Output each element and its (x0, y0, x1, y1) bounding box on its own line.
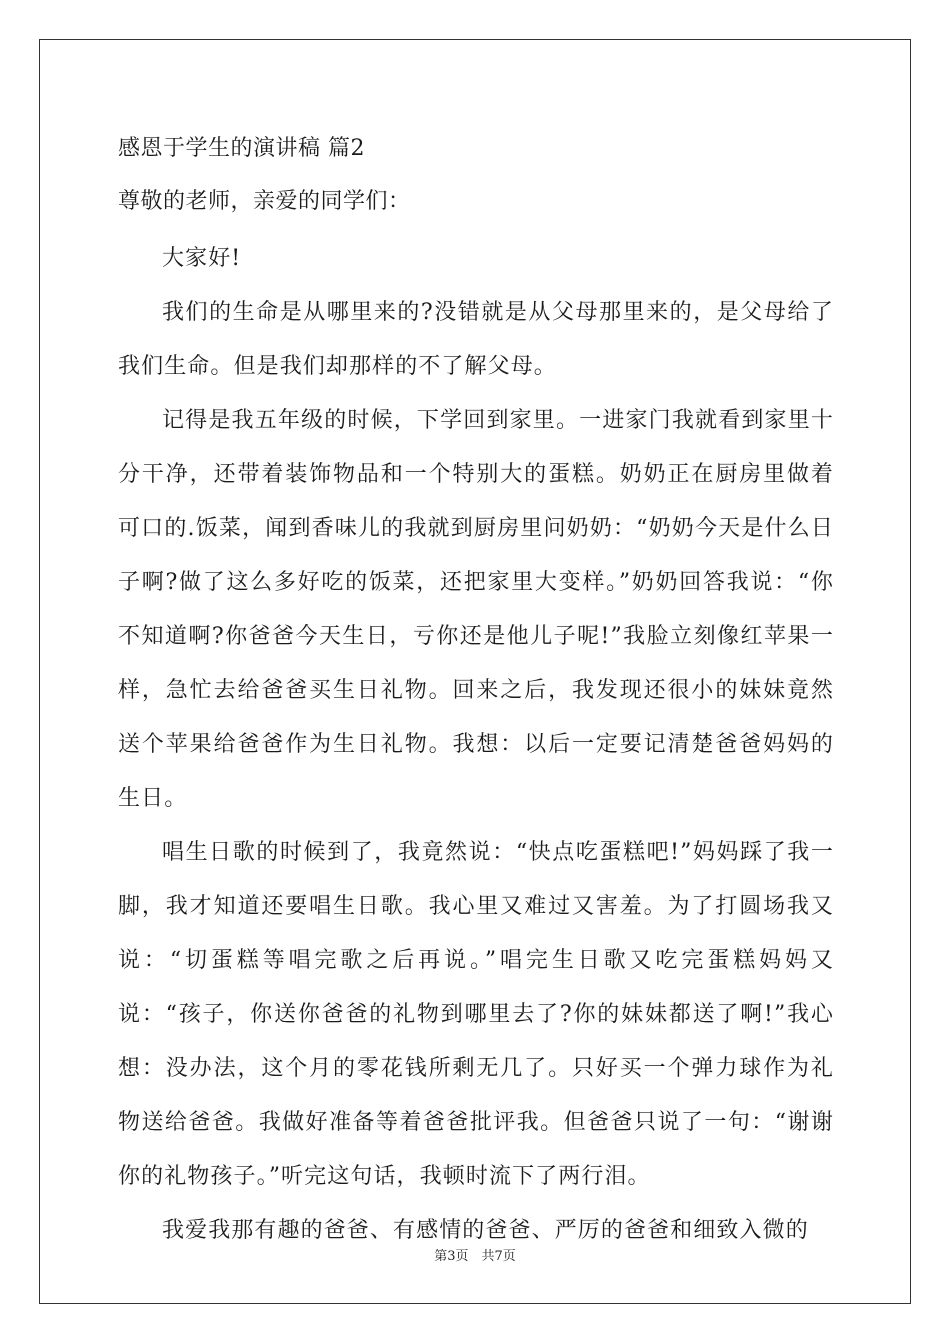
greeting: 尊敬的老师，亲爱的同学们： (118, 189, 411, 214)
paragraph: 唱生日歌的时候到了，我竟然说：“快点吃蛋糕吧!”妈妈踩了我一脚，我才知道还要唱生日歌。我心里又难过又害羞。为了打圆场我又说：“切蛋糕等唱完歌之后再说。”唱完生日歌又吃完蛋糕妈妈又说：“孩子，你送你爸爸的礼物到哪里去了?你的妹妹都送了啊!”我心想：没办法，这个月的零花钱所剩无几了。只好买一个弹力球作为礼物送给爸爸。我做好准备等着爸爸批评我。但爸爸只说了一句：“谢谢你的礼物孩子。”听完这句话，我顿时流下了两行泪。 (118, 840, 834, 1189)
paragraph: 大家好! (162, 246, 242, 271)
paragraph: 我爱我那有趣的爸爸、有感情的爸爸、严厉的爸爸和细致入微的 (162, 1218, 809, 1243)
page-number: 第3页 共7页 (434, 1249, 516, 1264)
paragraph: 记得是我五年级的时候，下学回到家里。一进家门我就看到家里十分干净，还带着装饰物品和一个特别大的蛋糕。奶奶正在厨房里做着可口的.饭菜，闻到香味儿的我就到厨房里问奶奶：“奶奶今天是什么日子啊?做了这么多好吃的饭菜，还把家里大变样。”奶奶回答我说：“你不知道啊?你爸爸今天生日，亏你还是他儿子呢!”我脸立刻像红苹果一样，急忙去给爸爸买生日礼物。回来之后，我发现还很小的妹妹竟然送个苹果给爸爸作为生日礼物。我想：以后一定要记清楚爸爸妈妈的生日。 (118, 408, 834, 811)
document-title: 感恩于学生的演讲稿 篇2 (118, 136, 365, 161)
document-body (118, 128, 834, 1258)
paragraph: 我们的生命是从哪里来的?没错就是从父母那里来的，是父母给了我们生命。但是我们却那样的不了解父母。 (118, 300, 834, 379)
